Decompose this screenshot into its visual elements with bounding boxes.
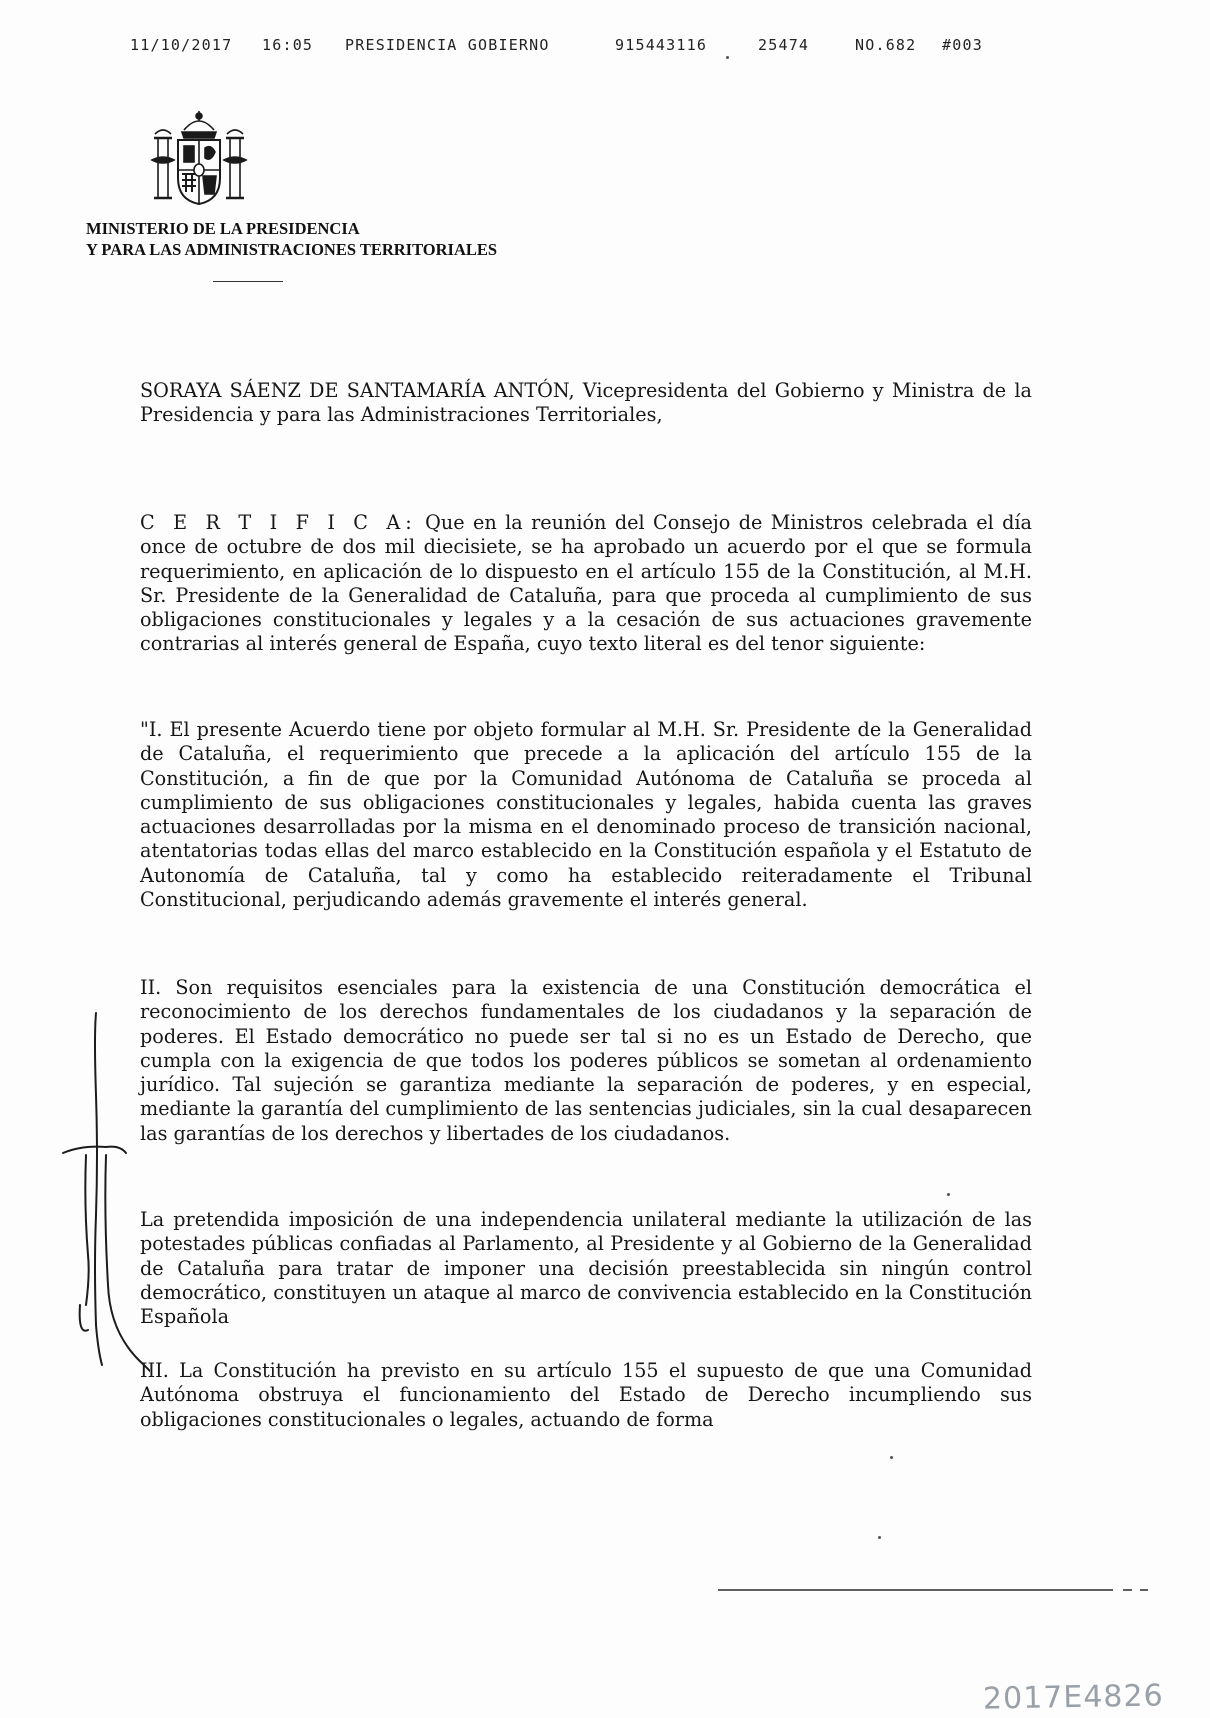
scan-speck xyxy=(726,56,729,59)
signatory-paragraph: SORAYA SÁENZ DE SANTAMARÍA ANTÓN, Vicepresidenta del Gobierno y Ministra de la Presidencia y para las Administraciones Territoriales, xyxy=(140,379,1032,427)
fax-sender: PRESIDENCIA GOBIERNO xyxy=(345,36,550,54)
section-one-paragraph: "I. El presente Acuerdo tiene por objeto formular al M.H. Sr. Presidente de la Generalidad de Cataluña, el requerimiento que precede a la aplicación del artículo 155 de la Constitución, a fin de que por la Comunidad Autónoma de Cataluña se proceda al cumplimiento de sus obligaciones constitucionales y legales, habida cuenta las graves actuaciones desarrolladas por la misma en el denominado proceso de transición nacional, atentatorias todas ellas del marco establecido en la Constitución española y el Estatuto de Autonomía de Cataluña, tal y como ha establecido reiteradamente el Tribunal Constitucional, perjudicando además gravemente el interés general. xyxy=(140,718,1032,912)
signature-line xyxy=(718,1587,1148,1593)
fax-transmission-no: NO.682 xyxy=(855,36,917,54)
ministry-line-1: MINISTERIO DE LA PRESIDENCIA xyxy=(86,219,360,238)
section-two-b-paragraph: La pretendida imposición de una independencia unilateral mediante la utilización de las potestades públicas confiadas al Parlamento, al Presidente y al Gobierno de la Generalidad de Cataluña para tratar de imponer una decisión preestablecida sin ningún control democrático, constituyen un ataque al marco de convivencia establecido en la Constitución Española xyxy=(140,1208,1032,1329)
certifica-text: Que en la reunión del Consejo de Ministros celebrada el día once de octubre de dos mil diecisiete, se ha aprobado un acuerdo por el que se formula requerimiento, en aplicación de lo dispuesto en el artículo 155 de la Constitución, al M.H. Sr. Presidente de la Generalidad de Cataluña, para que proceda al cumplimiento de sus obligaciones constitucionales y legales y a la cesación de sus actuaciones gravemente contrarias al interés general de España, cuyo texto literal es del tenor siguiente: xyxy=(140,511,1032,656)
fax-number: 25474 xyxy=(758,36,810,54)
scan-speck xyxy=(947,1193,950,1196)
coat-of-arms-icon xyxy=(148,108,250,210)
ministry-name xyxy=(86,218,686,260)
scan-speck xyxy=(878,1536,881,1539)
fax-date: 11/10/2017 xyxy=(130,36,233,54)
section-three-paragraph: III. La Constitución ha previsto en su artículo 155 el supuesto de que una Comunidad Autónoma obstruya el funcionamiento del Estado de Derecho incumpliendo sus obligaciones constitucionales o legales, actuando de forma xyxy=(140,1359,1032,1431)
handwritten-margin-mark xyxy=(60,1005,150,1395)
registry-stamp: 2017E4826 xyxy=(982,1678,1164,1717)
header-rule xyxy=(213,281,283,282)
ministry-line-2: Y PARA LAS ADMINISTRACIONES TERRITORIALES xyxy=(86,240,498,259)
fax-time: 16:05 xyxy=(262,36,314,54)
certifica-label: C E R T I F I C A: xyxy=(140,511,417,534)
certifica-paragraph xyxy=(140,511,1032,657)
fax-header xyxy=(130,36,1030,56)
fax-page-number: #003 xyxy=(942,36,983,54)
fax-phone: 915443116 xyxy=(615,36,708,54)
section-two-paragraph: II. Son requisitos esenciales para la existencia de una Constitución democrática el reconocimiento de los derechos fundamentales de los ciudadanos y la separación de poderes. El Estado democrático no puede ser tal si no es un Estado de Derecho, que cumpla con la exigencia de que todos los poderes públicos se sometan al ordenamiento jurídico. Tal sujeción se garantiza mediante la separación de poderes, y en especial, mediante la garantía del cumplimiento de las sentencias judiciales, sin la cual desaparecen las garantías de los derechos y libertades de los ciudadanos. xyxy=(140,976,1032,1145)
scan-speck xyxy=(890,1456,893,1459)
